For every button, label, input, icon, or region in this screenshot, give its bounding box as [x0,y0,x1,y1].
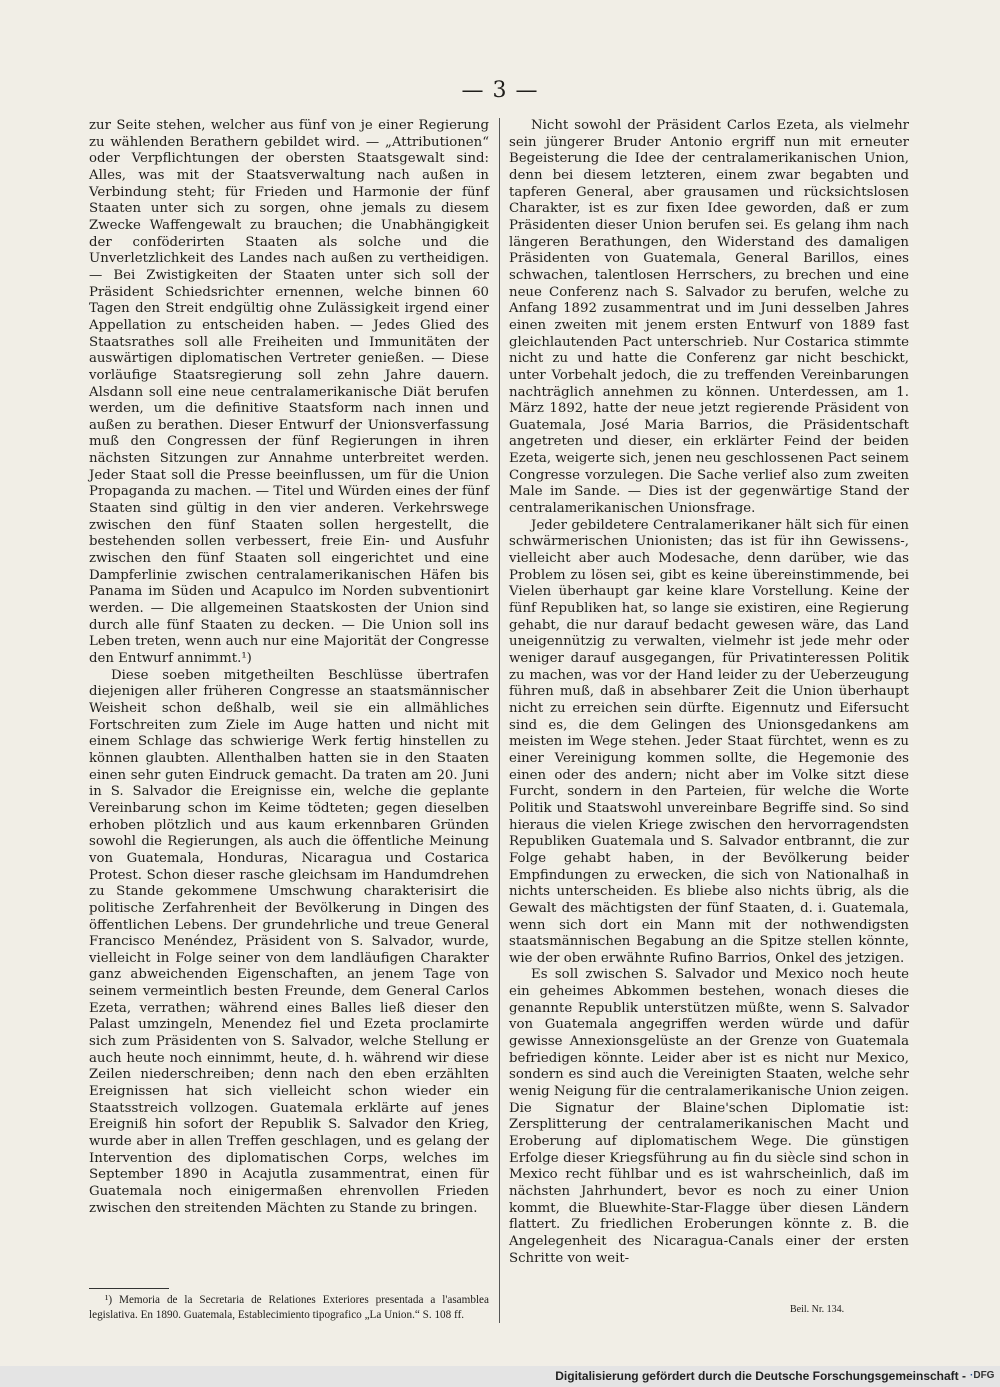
footnote [89,1293,489,1323]
right-paragraph-1: Nicht sowohl der Präsident Carlos Ezeta, als vielmehr sein jüngerer Bruder Antonio ergriff nun mit erneuter Begeisterung die Idee der centralamerikanischen Union, denn bei diesem letzteren, einem zwar begabten und tapferen General, aber grausamen und rücksichtslosen Charakter, ist es zur fixen Idee geworden, daß er zum Präsidenten dieser Union berufen sei. Es gelang ihm nach längeren Berathungen, den Widerstand des damaligen Präsidenten von Guatemala, General Barillos, eines schwachen, talentlosen Herrschers, zu brechen und eine neue Conferenz nach S. Salvador zu berufen, welche zu Anfang 1892 zusammentrat und im Juni desselben Jahres einen zweiten mit jenem ersten Entwurf von 1889 fast gleichlautenden Pact unterschrieb. Nur Costarica stimmte nicht zu und hatte die Conferenz gar nicht beschickt, unter Vorbehalt jedoch, die zu treffenden Vereinbarungen nachträglich annehmen zu können. Unterdessen, am 1. März 1892, hatte der neue jetzt regierende Präsident von Guatemala, José Maria Barrios, die Präsidentschaft angetreten und dieser, ein erklärter Feind der beiden Ezeta, weigerte sich, jenen neu geschlossenen Pact seinem Congresse vorzulegen. Die Sache verlief also zum zweiten Male im Sande. — Dies ist der gegenwärtige Stand der centralamerikanischen Unionsfrage. [509,118,909,517]
footnote-text: ¹) Memoria de la Secretaria de Relationes Exteriores presentada a l'asamblea legislativa. En 1890. Guatemala, Establecimiento tipografico „La Union.“ S. 108 ff. [89,1294,489,1321]
printer-signature: Beil. Nr. 134. [790,1304,845,1315]
page-number: — 3 — [461,78,539,103]
banner-text: Digitalisierung gefördert durch die Deutsche Forschungsgemeinschaft - [555,1369,966,1383]
right-paragraph-3: Es soll zwischen S. Salvador und Mexico noch heute ein geheimes Abkommen bestehen, wonach dieses die genannte Republik unterstützen müßte, wenn S. Salvador von Guatemala angegriffen werden würde und dafür gewisse Annexionsgelüste an der Grenze von Guatemala befriedigen könnte. Leider aber ist es nicht nur Mexico, sondern es sind auch die Vereinigten Staaten, welche sehr wenig Neigung für die centralamerikanische Union zeigen. Die Signatur der Blaine'schen Diplomatie ist: Zersplitterung der centralamerikanischen Macht und Eroberung auf diplomatischem Wege. Die günstigen Erfolge dieser Kriegsführung au fin du siècle sind schon in Mexico recht fühlbar und es ist wahrscheinlich, daß im nächsten Jahrhundert, bevor es noch zu einer Union kommt, die Bluewhite-Star-Flagge über diesen Ländern flattert. Zu friedlichen Eroberungen könnte z. B. die Angelegenheit des Nicaragua-Canals einer der ersten Schritte von weit- [509,967,909,1266]
left-paragraph-1: zur Seite stehen, welcher aus fünf von je einer Regierung zu wählenden Berathern gebildet wird. — „Attributionen“ oder Verpflichtungen der obersten Staatsgewalt sind: Alles, was mit der Staatsverwaltung nach außen in Verbindung steht; für Frieden und Harmonie der fünf Staaten unter sich zu sorgen, ohne jemals zu diesem Zwecke Waffengewalt zu brauchen; die Unabhängigkeit der conföderirten Staaten als solche und die Unverletzlichkeit des Landes nach außen zu vertheidigen. — Bei Zwistigkeiten der Staaten unter sich soll der Präsident Schiedsrichter ernennen, welche binnen 60 Tagen den Streit endgültig ohne Zulässigkeit irgend einer Appellation zu entscheiden haben. — Jedes Glied des Staatsrathes soll alle Freiheiten und Immunitäten der auswärtigen diplomatischen Vertreter genießen. — Diese vorläufige Staatsregierung soll zehn Jahre dauern. Alsdann soll eine neue centralamerikanische Diät berufen werden, um die definitive Staatsform nach innen und außen zu berathen. Dieser Entwurf der Unionsverfassung muß den Congressen der fünf Regierungen in ihren nächsten Sitzungen zur Annahme unterbreitet werden. Jeder Staat soll die Presse beeinflussen, um für die Union Propaganda zu machen. — Titel und Würden eines der fünf Staaten sind gültig in den vier anderen. Verkehrswege zwischen den fünf Staaten sollen hergestellt, die bestehenden sollen verbessert, freie Ein- und Ausfuhr zwischen den fünf Staaten soll eingerichtet und eine Dampferlinie zwischen centralamerikanischen Häfen bis Panama im Süden und Acapulco im Norden subventionirt werden. — Die allgemeinen Staatskosten der Union sind durch alle fünf Staaten zu decken. — Die Union soll ins Leben treten, wenn auch nur eine Majorität der Congresse den Entwurf annimmt.¹) [89,118,489,666]
right-column [509,118,909,1267]
left-column [89,118,489,1217]
dfg-logo-icon: ·DFG [970,1370,995,1381]
dfg-logo-text: DFG [973,1370,995,1381]
footnote-divider [89,1288,169,1289]
column-divider [499,118,500,1323]
right-paragraph-2: Jeder gebildetere Centralamerikaner hält sich für einen schwärmerischen Unionisten; das ist für ihn Gewissens-, vielleicht aber auch Modesache, denn darüber, wie das Problem zu lösen sei, gibt es keine übereinstimmende, bei Vielen überhaupt gar keine klare Vorstellung. Keine der fünf Republiken hat, so lange sie existiren, eine Regierung gehabt, die nur darauf bedacht gewesen wäre, das Land uneigennützig zu verwalten, vielmehr ist jede mehr oder weniger darauf ausgegangen, für Privatinteressen Politik zu machen, was vor der Hand leider zu der Ueberzeugung führen muß, daß in absehbarer Zeit die Union überhaupt nicht zu erreichen sein dürfte. Eigennutz und Eifersucht sind es, die dem Gelingen des Unionsgedankens am meisten im Wege stehen. Jeder Staat fürchtet, wenn es zu einer Vereinigung kommen sollte, die Hegemonie des einen oder des andern; nicht aber im Volke sitzt diese Furcht, sondern in den Parteien, für welche die Worte Politik und Staatswohl unvereinbare Begriffe sind. So sind hieraus die vielen Kriege zwischen den hervorragendsten Republiken Guatemala und S. Salvador entbrannt, die zur Folge gehabt haben, in der Bevölkerung beider Empfindungen zu erwecken, die sich von Nationalhaß in nichts unterscheiden. Es bliebe also nichts übrig, als die Gewalt des mächtigsten der fünf Staaten, d. i. Guatemala, wenn sich dort ein Mann mit der nothwendigsten staatsmännischen Begabung an die Spitze stellen könnte, wie der oben erwähnte Rufino Barrios, Onkel des jetzigen. [509,517,909,966]
left-paragraph-2: Diese soeben mitgetheilten Beschlüsse übertrafen diejenigen aller früheren Congresse an staatsmännischer Weisheit schon deßhalb, weil sie ein allmähliches Fortschreiten zum Ziele im Auge hatten und nicht mit einem Schlage das schwierige Werk fertig hinstellen zu können glaubten. Allenthalben hatten sie in den Staaten einen sehr guten Eindruck gemacht. Da traten am 20. Juni in S. Salvador die Ereignisse ein, welche die geplante Vereinbarung schon im Keime tödteten; gegen dieselben erhoben plötzlich und aus kaum erkennbaren Gründen sowohl die Regierungen, als auch die öffentliche Meinung von Guatemala, Honduras, Nicaragua und Costarica Protest. Schon dieser rasche gleichsam im Handumdrehen zu Stande gekommene Umschwung charakterisirt die politische Zerfahrenheit der Bevölkerung in Dingen des öffentlichen Lebens. Der grundehrliche und treue General Francisco Menéndez, Präsident von S. Salvador, wurde, vielleicht in Folge seiner von dem landläufigen Charakter ganz abweichenden Eigenschaften, an jenem Tage von seinem vermeintlich besten Freunde, dem General Carlos Ezeta, verrathen; während eines Balles ließ dieser den Palast umzingeln, Menendez fiel und Ezeta proclamirte sich zum Präsidenten von S. Salvador, welche Stellung er auch heute noch einnimmt, heute, d. h. während wir diese Zeilen niederschreiben; denn nach den eben erzählten Ereignissen hat sich vielleicht schon wieder ein Staatsstreich vollzogen. Guatemala erklärte auf jenes Ereigniß hin sofort der Republik S. Salvador den Krieg, wurde aber in allen Treffen geschlagen, und es gelang der Intervention des diplomatischen Corps, welches im September 1890 in Acajutla zusammentrat, einen für Guatemala noch einigermaßen ehrenvollen Frieden zwischen den streitenden Mächten zu Stande zu bringen. [89,667,489,1216]
digitization-banner [0,1366,1000,1387]
